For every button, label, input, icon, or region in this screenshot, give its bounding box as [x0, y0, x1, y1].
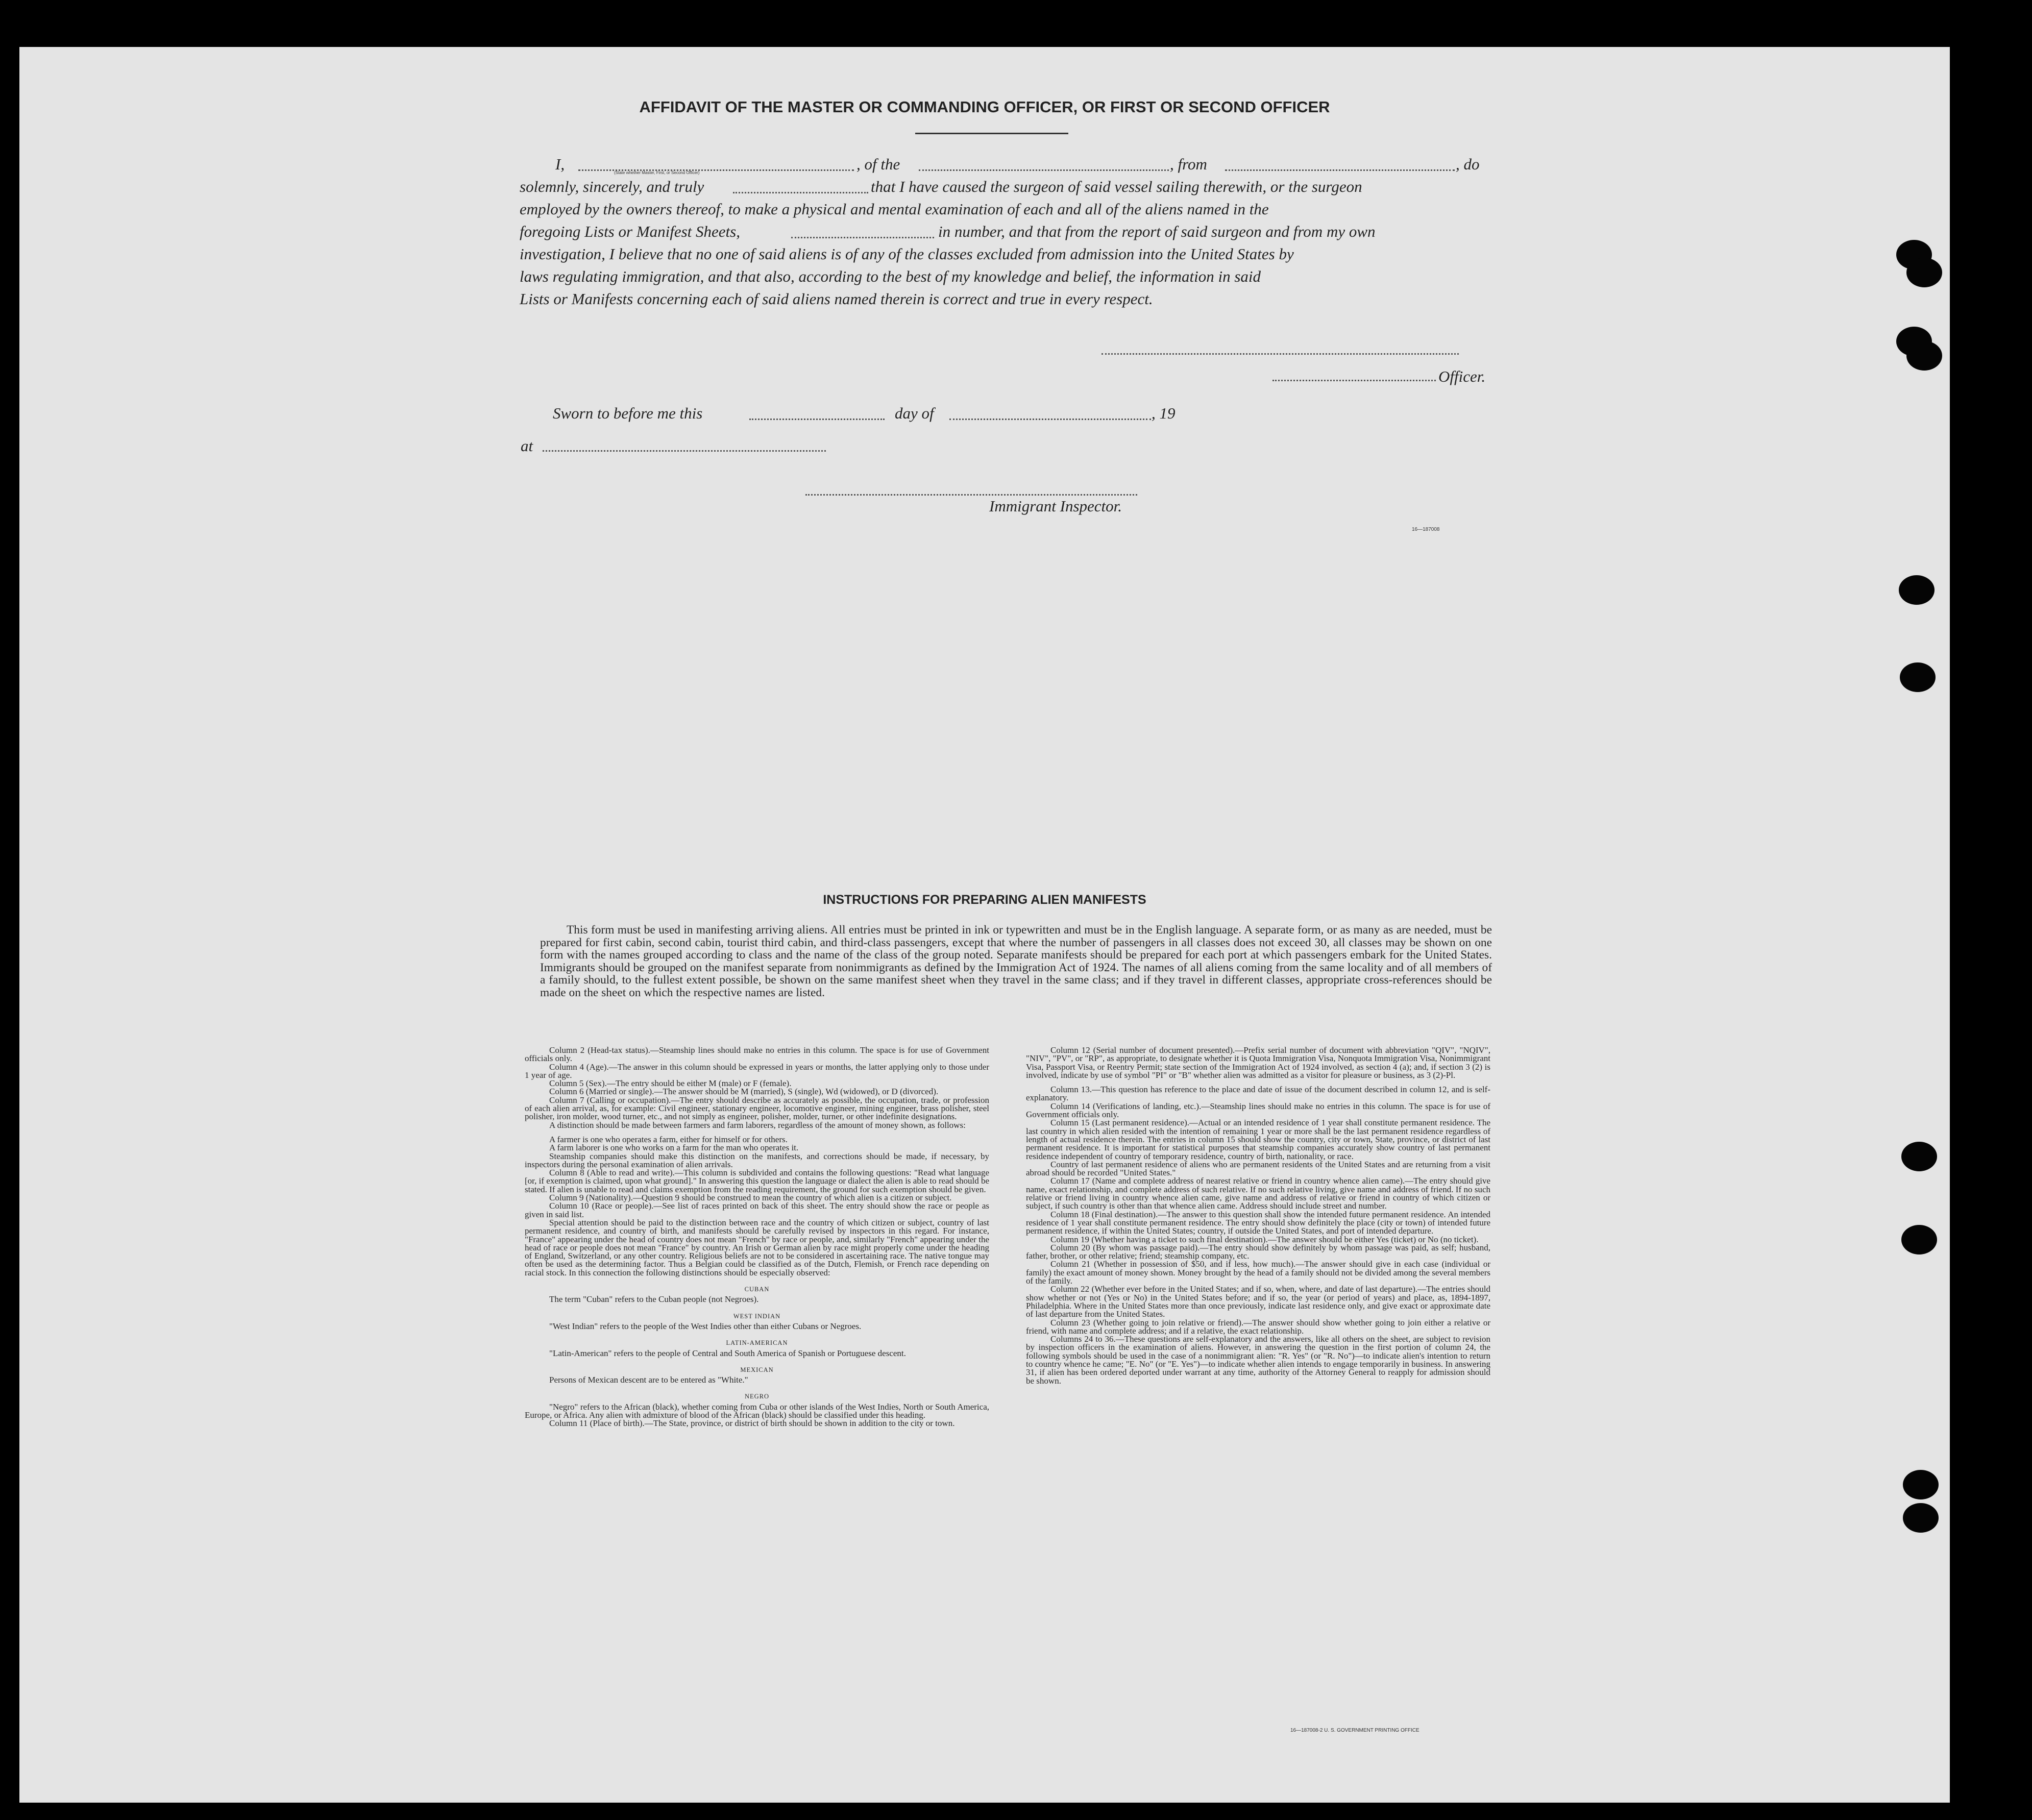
cuban-heading: CUBAN: [744, 1286, 770, 1293]
affidavit-title: AFFIDAVIT OF THE MASTER OR COMMANDING OFFICER, OR FIRST OR SECOND OFFICER: [639, 98, 1330, 116]
instructions-intro: [540, 924, 1492, 999]
column-11-text: Column 11 (Place of birth).—The State, province, or district of birth should be shown in addition to the city or town.: [549, 1418, 955, 1429]
left-para: Column 4 (Age).—The answer in this column should be expressed in years or months, the latter applying only to those under 1 year of age.: [525, 1062, 989, 1080]
line6: laws regulating immigration, and that also, according to the best of my knowledge and belief, the information in said: [520, 267, 1261, 285]
punch-hole: [1903, 1470, 1939, 1499]
vessel-name-field[interactable]: [919, 169, 1169, 171]
instructions-left-column: [525, 1046, 989, 1428]
right-para: Column 23 (Whether going to join relative or friend).—The answer should show whether going to join either a relative or friend, with name and complete address; and if a relative, the exact relationship.: [1026, 1317, 1490, 1336]
left-para: Steamship companies should make this distinction on the manifests, and corrections should be made, if necessary, by inspectors during the personal examination of alien arrivals.: [525, 1151, 989, 1169]
inspector-label: Immigrant Inspector.: [989, 497, 1122, 515]
west-indian-text: "West Indian" refers to the people of the West Indies other than either Cubans or Negroes.: [549, 1321, 862, 1331]
left-para: A distinction should be made between farmers and farm laborers, regardless of the amount of money shown, as follows:: [549, 1120, 966, 1130]
sworn-place-field[interactable]: [543, 450, 826, 452]
punch-hole: [1900, 662, 1936, 692]
from-label: , from: [1170, 155, 1207, 173]
left-para: Column 2 (Head-tax status).—Steamship lines should make no entries in this column. The space is for use of Government officials only.: [525, 1045, 989, 1064]
right-para: Column 12 (Serial number of document presented).—Prefix serial number of document with abbreviation "QIV", "NQIV", "NIV", "PV", or "RP", as appropriate, to designate whether it is Quota Immigration Visa, Nonquota Immigration Visa, Nonimmigrant Visa, Passport Visa, or Reentry Permit; state section of the Immigration Act of 1924 involved, as section 4 (a); and, if section 3 (2) is involved, indicate by use of symbol "PI" or "B" whether alien was admitted as a visitor for pleasure or business, as 3 (2)-Pl.: [1026, 1045, 1490, 1080]
latin-american-text: "Latin-American" refers to the people of Central and South America of Spanish or Portuguese descent.: [549, 1348, 906, 1358]
left-para: Column 6 (Married or single).—The answer should be M (married), S (single), Wd (widowed), or D (divorced).: [549, 1087, 939, 1097]
affidavit-i: I,: [555, 155, 565, 173]
officer-label: Officer.: [1438, 367, 1486, 385]
left-para: Column 5 (Sex).—The entry should be either M (male) or F (female).: [549, 1078, 792, 1089]
left-para: A farmer is one who operates a farm, either for himself or for others.: [549, 1134, 788, 1144]
left-para: Special attention should be paid to the distinction between race and the country of which citizen or subject, country of last permanent residence, and country of birth, and manifests should be carefully revised by inspectors in this regard. For instance, "France" appearing under the head of country does not mean "French" by race or people, and, similarly "French" appearing under the head of race or people does not mean "France" by country. An Irish or German alien by race might properly come under the heading of England, Switzerland, or any other country. Religious beliefs are not to be considered in ascertaining race. The native tongue may often be used as the determining factor. Thus a Belgian could be classified as of the Dutch, Flemish, or French race depending on racial stock. In this connection the following distinctions should be especially observed:: [525, 1217, 989, 1277]
left-para: Column 9 (Nationality).—Question 9 should be construed to mean the country of which alien is a citizen or subject.: [549, 1193, 952, 1203]
state-note: (State whether Master, First, or Second Officer): [614, 170, 700, 175]
year-label: , 19: [1152, 404, 1176, 422]
left-para: A farm laborer is one who works on a farm for the man who operates it.: [549, 1143, 799, 1153]
punch-hole: [1906, 258, 1942, 287]
left-para: Column 7 (Calling or occupation).—The entry should describe as accurately as possible, the occupation, trade, or profession of each alien arrival, as, for example: Civil engineer, stationary engineer, locomotive engineer, mining engineer, brass polisher, steel polisher, iron molder, wood turner, etc., and not simply as engineer, polisher, molder, turner, or other indefinite designations.: [525, 1095, 989, 1122]
right-para: Column 22 (Whether ever before in the United States; and if so, when, where, and date of last departure).—The entries should show whether or not (Yes or No) in the United States before; and if so, the year (or period of years) and place, as, 1894-1897, Philadelphia. Where in the United States more than once previously, indicate last residence only, and give exact or approximate date of last departure from the United States.: [1026, 1284, 1490, 1319]
inspector-signature-field[interactable]: [805, 494, 1137, 496]
line4b: in number, and that from the report of said surgeon and from my own: [938, 223, 1376, 240]
do-label: , do: [1456, 155, 1480, 173]
of-the-label: , of the: [856, 155, 900, 173]
left-para: Column 10 (Race or people).—See list of races printed on back of this sheet. The entry should show the race or people as given in said list.: [525, 1201, 989, 1219]
line2b: that I have caused the surgeon of said vessel sailing therewith, or the surgeon: [871, 178, 1362, 195]
right-para: Column 17 (Name and complete address of nearest relative or friend in country whence alien came).—The entry should give name, exact relationship, and complete address of such relative. If no such relative living, give name and address of friend. If no such relative or friend living in country whence alien came, give name and address of relative or friend in country of which citizen or subject, if such country is other than that whence alien came. Address should include street and number.: [1026, 1176, 1490, 1211]
negro-heading: NEGRO: [744, 1393, 770, 1400]
right-para: Column 21 (Whether in possession of $50, and if less, how much).—The answer should give in each case (individual or family) the exact amount of money shown. Money brought by the head of a family should not be divided among the several members of the family.: [1026, 1259, 1490, 1286]
truly-field[interactable]: [733, 192, 868, 193]
line5: investigation, I believe that no one of said aliens is of any of the classes excluded from admission into the United States by: [520, 245, 1294, 263]
right-para: Column 13.—This question has reference to the place and date of issue of the document described in column 12, and is self-explanatory.: [1026, 1085, 1490, 1103]
right-para: Column 18 (Final destination).—The answer to this question shall show the intended future permanent residence. An intended residence of 1 year shall constitute permanent residence. The entry should show definitely the place (city or town) of intended future permanent residence, if within the United States; country, if outside the United States, and port of intended departure.: [1026, 1209, 1490, 1236]
instructions-right-column: [1026, 1046, 1490, 1385]
mexican-heading: MEXICAN: [740, 1366, 774, 1373]
at-label: at: [521, 437, 533, 455]
right-para: Column 20 (By whom was passage paid).—The entry should show definitely by whom passage was paid, as self; husband, father, brother, or other relative; friend; steamship company, etc.: [1026, 1242, 1490, 1261]
sworn-label: Sworn to before me this: [553, 404, 703, 422]
right-para: Column 19 (Whether having a ticket to such final destination).—The answer should be either Yes (ticket) or No (no ticket).: [1050, 1234, 1479, 1244]
right-para: Columns 24 to 36.—These questions are self-explanatory and the answers, like all others on the sheet, are subject to revision by inspection officers in the examination of aliens. However, in answering the question in the first portion of column 24, the following symbols should be used in the case of a nonimmigrant alien: "R. Yes" (or "R. No")—to indicate alien's intention to return to country whence he came; "E. No" (or "E. Yes")—to indicate whether alien intends to engage temporarily in business. In answering 31, if alien has been ordered deported under warrant at any time, authority of the Attorney General to reapply for admission should be shown.: [1026, 1334, 1490, 1386]
left-para: Column 8 (Able to read and write).—This column is subdivided and contains the following questions: "Read what language [or, if exemption is claimed, upon what ground]." In answering this question the language or dialect the alien is able to read should be stated. If alien is unable to read and claims exemption from the reading requirement, the ground for such exemption should be given.: [525, 1168, 989, 1194]
mexican-text: Persons of Mexican descent are to be entered as "White.": [549, 1375, 748, 1385]
number-field[interactable]: [791, 237, 934, 238]
punch-hole: [1901, 1225, 1937, 1255]
right-para: Column 15 (Last permanent residence).—Actual or an intended residence of 1 year shall constitute permanent residence. The last country in which alien resided with the intention of remaining 1 year or more shall be the last permanent residence regardless of length of actual residence therein. The entries in column 15 should show the country, city or town, State, province, or district of last permanent residence. It is important for statistical purposes that steamship companies accurately show country of last permanent residence independent of country of temporary residence, country of birth, nationality, or race.: [1026, 1118, 1490, 1161]
day-of-label: day of: [895, 404, 934, 422]
cuban-text: The term "Cuban" refers to the Cuban people (not Negroes).: [549, 1294, 759, 1305]
manifest-back-page: [19, 47, 1950, 1803]
officer-field[interactable]: [1272, 380, 1436, 381]
line7: Lists or Manifests concerning each of said aliens named therein is correct and true in every respect.: [520, 290, 1153, 308]
title-underline: [915, 133, 1068, 134]
sworn-month-field[interactable]: [949, 419, 1151, 420]
line4a: foregoing Lists or Manifest Sheets,: [520, 223, 740, 240]
punch-hole: [1906, 341, 1942, 371]
right-para: Column 14 (Verifications of landing, etc.).—Steamship lines should make no entries in this column. The space is for use of Government officials only.: [1026, 1101, 1490, 1120]
signature-field[interactable]: [1101, 353, 1459, 355]
punch-hole: [1901, 1142, 1937, 1171]
port-from-field[interactable]: [1225, 169, 1455, 171]
sworn-day-field[interactable]: [749, 419, 885, 420]
intro-paragraph: This form must be used in manifesting arriving aliens. All entries must be printed in ink or typewritten and must be in the English language. A separate form, or as many as are needed, must be prepared for first cabin, second cabin, tourist third cabin, and third-class passengers, except that where the number of passengers in all classes does not exceed 30, all classes may be shown on one form with the names grouped according to class and the name of the class of the group noted. Separate manifests should be prepared for each port at which passengers embark for the United States. Immigrants should be grouped on the manifest separate from nonimmigrants as defined by the Immigration Act of 1924. The names of all aliens coming from the same locality and of all members of a family should, to the fullest extent possible, be shown on the same manifest sheet when they travel in the same class; and if they travel in different classes, appropriate cross-references should be made on the sheet on which the respective names are listed.: [540, 923, 1492, 999]
line3: employed by the owners thereof, to make a physical and mental examination of each and all of the aliens named in the: [520, 200, 1269, 218]
punch-hole: [1903, 1503, 1939, 1533]
form-number: 16—187008: [1412, 527, 1440, 532]
printing-office-footer: 16—187008-2 U. S. GOVERNMENT PRINTING OFFICE: [1290, 1728, 1419, 1733]
punch-hole: [1899, 575, 1935, 605]
line2: solemnly, sincerely, and truly: [520, 178, 704, 195]
instructions-title: INSTRUCTIONS FOR PREPARING ALIEN MANIFESTS: [823, 893, 1146, 907]
right-para: Country of last permanent residence of aliens who are permanent residents of the United States and are returning from a visit abroad should be recorded "United States.": [1026, 1159, 1490, 1178]
latin-american-heading: LATIN-AMERICAN: [726, 1339, 788, 1347]
west-indian-heading: WEST INDIAN: [733, 1312, 781, 1320]
negro-text: "Negro" refers to the African (black), whether coming from Cuba or other islands of the West Indies, North or South America, Europe, or Africa. Any alien with admixture of blood of the African (black) should be classified under this heading.: [525, 1401, 989, 1420]
